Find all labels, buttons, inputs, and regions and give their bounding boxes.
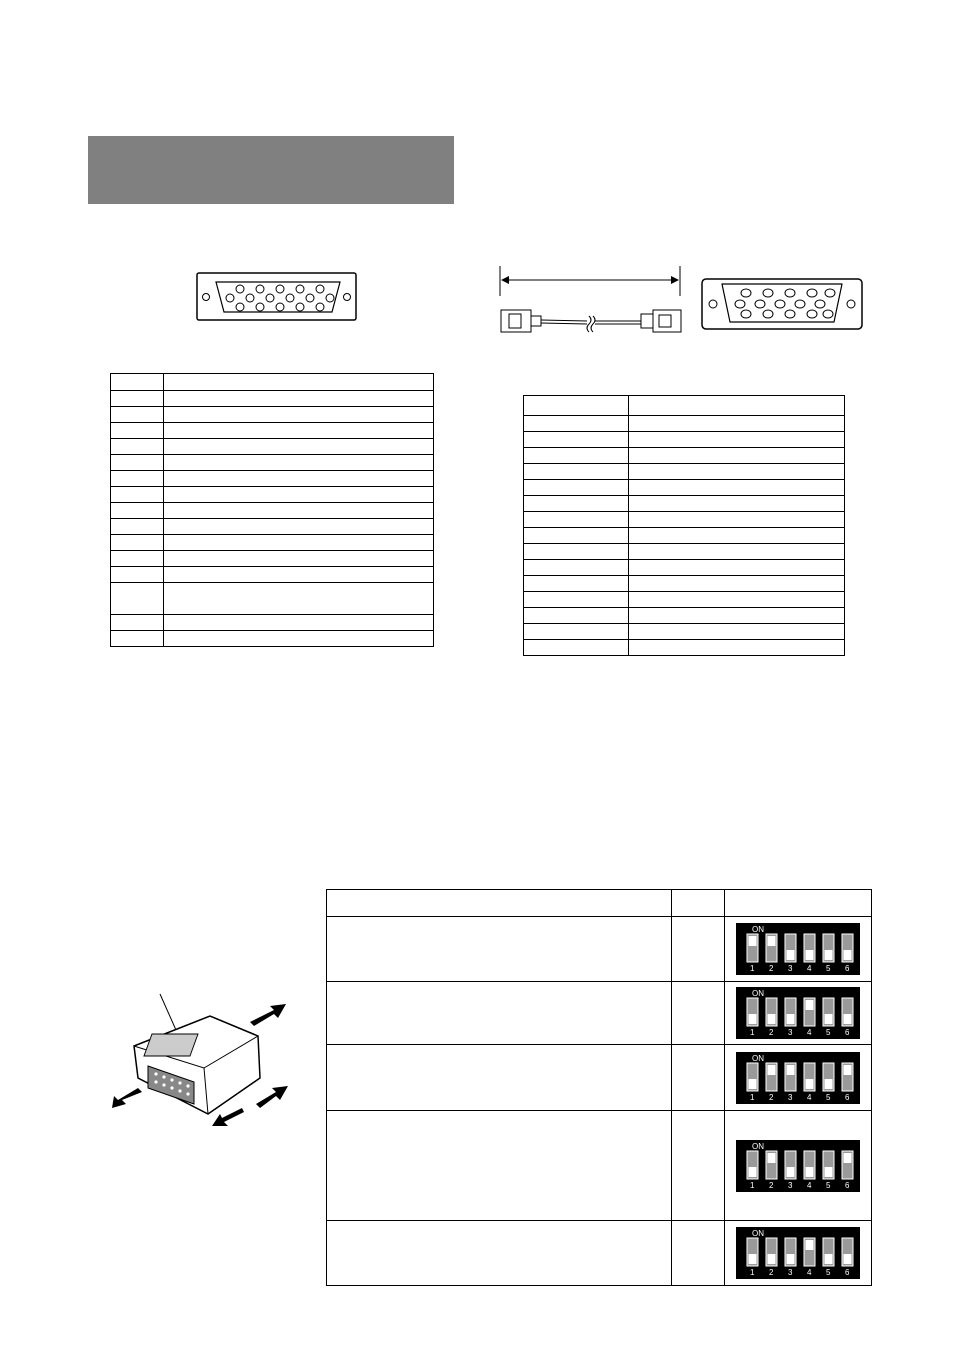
pin-cell — [111, 631, 164, 647]
signal-cell — [164, 631, 434, 647]
dip-switch-lever — [806, 1167, 814, 1177]
signal-cell — [164, 567, 434, 583]
table-row — [524, 528, 845, 544]
pin-cell — [111, 615, 164, 631]
table-row — [524, 464, 845, 480]
table-row — [111, 374, 434, 391]
signal-cell — [629, 496, 845, 512]
table-row — [524, 544, 845, 560]
pin-cell — [111, 439, 164, 455]
table-row — [524, 592, 845, 608]
dip-switch-number: 1 — [750, 964, 755, 973]
table-row — [524, 432, 845, 448]
table-row — [111, 439, 434, 455]
dip-switch-number: 6 — [845, 1028, 850, 1037]
dip-table-row — [327, 917, 872, 982]
dip-on-label: ON — [752, 925, 764, 934]
table-row — [524, 416, 845, 432]
dip-switch-table — [326, 889, 872, 1286]
pin-cell — [111, 407, 164, 423]
dip-switch-lever — [787, 1065, 795, 1075]
dip-switch-lever — [806, 1240, 814, 1250]
dip-switch-number: 4 — [807, 964, 812, 973]
table-row — [111, 551, 434, 567]
pin-cell — [111, 519, 164, 535]
dip-table-header — [327, 890, 872, 917]
signal-cell — [629, 512, 845, 528]
signal-cell — [164, 615, 434, 631]
table-row — [111, 503, 434, 519]
dip-switch-number: 1 — [750, 1028, 755, 1037]
table-row — [111, 407, 434, 423]
dip-table-row — [327, 982, 872, 1045]
dip-switch-number: 4 — [807, 1092, 812, 1102]
table-row — [111, 583, 434, 615]
resolution-cell — [672, 1045, 725, 1111]
resolution-cell — [672, 1111, 725, 1221]
dip-switch-number: 1 — [750, 1092, 755, 1102]
switch-cell — [725, 1111, 872, 1221]
table-row — [524, 448, 845, 464]
dip-switch-number: 4 — [807, 1180, 812, 1190]
mode-cell — [327, 1045, 672, 1111]
dip-table-row — [327, 1221, 872, 1286]
table-row — [111, 615, 434, 631]
dip-switch-lever — [825, 1014, 833, 1024]
dip-switch-lever — [806, 1000, 814, 1010]
pin-cell — [111, 374, 164, 391]
dip-switch-lever — [768, 1014, 776, 1024]
table-row — [111, 423, 434, 439]
pin-cell — [524, 464, 629, 480]
signal-cell — [629, 448, 845, 464]
signal-cell — [629, 640, 845, 656]
dip-switch-number: 5 — [826, 1180, 831, 1190]
switch-cell — [725, 982, 872, 1045]
dip-switch-number: 3 — [788, 964, 793, 973]
monitor-connector-illustration — [700, 276, 864, 332]
dip-switch-number: 5 — [826, 1092, 831, 1102]
signal-cell — [164, 423, 434, 439]
signal-cell — [629, 608, 845, 624]
pin-cell — [111, 535, 164, 551]
table-row — [111, 391, 434, 407]
pin-cell — [111, 551, 164, 567]
signal-cell — [164, 519, 434, 535]
dip-switch-diagram — [736, 923, 860, 975]
signal-cell — [629, 624, 845, 640]
dip-switch-number: 6 — [845, 1092, 850, 1102]
adapter-illustration — [108, 990, 298, 1130]
dip-table-row — [327, 1111, 872, 1221]
table-row — [524, 496, 845, 512]
signal-cell — [164, 487, 434, 503]
dip-switch-number: 1 — [750, 1180, 755, 1190]
pin-assignment-table — [110, 373, 434, 647]
cable-illustration — [495, 264, 690, 344]
pin-cell — [524, 544, 629, 560]
dip-switch-lever — [749, 936, 757, 946]
switch-cell — [725, 917, 872, 982]
table-row — [111, 519, 434, 535]
resolution-cell — [672, 917, 725, 982]
pin-cell — [524, 416, 629, 432]
table-row — [111, 631, 434, 647]
dip-switch-number: 1 — [750, 1268, 755, 1277]
dip-switch-lever — [844, 1254, 852, 1264]
dip-switch-lever — [749, 1167, 757, 1177]
signal-cell — [164, 471, 434, 487]
pin-cell — [111, 583, 164, 615]
pin-cell — [111, 391, 164, 407]
signal-cell — [629, 528, 845, 544]
dip-switch-number: 2 — [769, 1028, 774, 1037]
dip-switch-lever — [749, 1014, 757, 1024]
dip-table-row — [327, 1045, 872, 1111]
table-row — [111, 455, 434, 471]
dip-switch-lever — [844, 950, 852, 960]
pin-cell — [524, 640, 629, 656]
signal-cell — [629, 592, 845, 608]
signal-cell — [164, 551, 434, 567]
dip-switch-number: 2 — [769, 1180, 774, 1190]
dip-on-label: ON — [752, 1229, 764, 1238]
dip-switch-number: 5 — [826, 964, 831, 973]
dip-switch-number: 3 — [788, 1268, 793, 1277]
pin-cell — [524, 576, 629, 592]
signal-cell — [629, 560, 845, 576]
dip-on-label: ON — [752, 1141, 764, 1151]
table-row — [111, 567, 434, 583]
table-row — [524, 512, 845, 528]
hd15-connector-illustration — [196, 270, 358, 324]
dip-switch-number: 2 — [769, 1268, 774, 1277]
signal-cell — [164, 535, 434, 551]
signal-cell — [164, 407, 434, 423]
dip-switch-number: 5 — [826, 1268, 831, 1277]
pin-cell — [111, 487, 164, 503]
pin-cell — [524, 528, 629, 544]
dip-switch-lever — [768, 1065, 776, 1075]
mode-cell — [327, 982, 672, 1045]
dip-switch-lever — [825, 1079, 833, 1089]
signal-table — [523, 395, 845, 656]
table-row — [524, 560, 845, 576]
dip-switch-number: 3 — [788, 1180, 793, 1190]
signal-cell — [164, 374, 434, 391]
switch-cell — [725, 890, 872, 917]
dip-switch-number: 6 — [845, 1268, 850, 1277]
signal-cell — [629, 416, 845, 432]
pin-cell — [111, 423, 164, 439]
dip-switch-number: 3 — [788, 1092, 793, 1102]
dip-switch-lever — [825, 1167, 833, 1177]
dip-switch-lever — [749, 1254, 757, 1264]
signal-cell — [629, 480, 845, 496]
signal-cell — [164, 503, 434, 519]
dip-switch-lever — [825, 950, 833, 960]
pin-cell — [524, 592, 629, 608]
signal-cell — [629, 396, 845, 416]
dip-switch-diagram — [736, 1227, 860, 1279]
signal-cell — [164, 455, 434, 471]
pin-cell — [524, 608, 629, 624]
pin-cell — [524, 560, 629, 576]
dip-switch-number: 3 — [788, 1028, 793, 1037]
signal-cell — [629, 464, 845, 480]
table-row — [524, 624, 845, 640]
mode-cell — [327, 917, 672, 982]
switch-cell — [725, 1045, 872, 1111]
signal-cell — [629, 432, 845, 448]
signal-cell — [164, 439, 434, 455]
dip-switch-number: 5 — [826, 1028, 831, 1037]
dip-switch-lever — [825, 1254, 833, 1264]
dip-switch-lever — [749, 1079, 757, 1089]
dip-switch-diagram — [736, 1140, 860, 1192]
dip-switch-number: 4 — [807, 1028, 812, 1037]
mode-cell — [327, 1111, 672, 1221]
resolution-cell — [672, 1221, 725, 1286]
table-row — [524, 576, 845, 592]
dip-on-label: ON — [752, 1053, 764, 1063]
table-row — [524, 640, 845, 656]
dip-on-label: ON — [752, 989, 764, 998]
table-row — [111, 471, 434, 487]
switch-cell — [725, 1221, 872, 1286]
dip-switch-lever — [787, 1014, 795, 1024]
resolution-cell — [672, 890, 725, 917]
mode-cell — [327, 890, 672, 917]
dip-switch-lever — [768, 1254, 776, 1264]
dip-switch-number: 4 — [807, 1268, 812, 1277]
pin-cell — [111, 567, 164, 583]
table-row — [111, 487, 434, 503]
section-header-bar — [88, 136, 454, 204]
dip-switch-lever — [844, 1065, 852, 1075]
dip-switch-lever — [844, 1014, 852, 1024]
dip-switch-lever — [768, 1153, 776, 1163]
pin-cell — [111, 455, 164, 471]
table-row — [111, 535, 434, 551]
mode-cell — [327, 1221, 672, 1286]
pin-cell — [524, 396, 629, 416]
signal-cell — [164, 583, 434, 615]
pin-cell — [111, 503, 164, 519]
dip-switch-diagram — [736, 987, 860, 1039]
pin-cell — [524, 432, 629, 448]
dip-switch-number: 2 — [769, 1092, 774, 1102]
table-row — [524, 480, 845, 496]
table-row — [524, 608, 845, 624]
dip-switch-number: 6 — [845, 964, 850, 973]
signal-cell — [629, 576, 845, 592]
signal-cell — [629, 544, 845, 560]
pin-cell — [524, 624, 629, 640]
dip-switch-lever — [806, 950, 814, 960]
pin-cell — [524, 480, 629, 496]
dip-switch-lever — [787, 950, 795, 960]
dip-switch-lever — [844, 1153, 852, 1163]
pin-cell — [524, 496, 629, 512]
pin-cell — [111, 471, 164, 487]
dip-switch-lever — [787, 1254, 795, 1264]
dip-switch-lever — [787, 1167, 795, 1177]
pin-cell — [524, 512, 629, 528]
pin-cell — [524, 448, 629, 464]
signal-cell — [164, 391, 434, 407]
dip-switch-number: 2 — [769, 964, 774, 973]
resolution-cell — [672, 982, 725, 1045]
dip-switch-diagram — [736, 1052, 860, 1104]
dip-switch-number: 6 — [845, 1180, 850, 1190]
dip-switch-lever — [806, 1079, 814, 1089]
table-row — [524, 396, 845, 416]
dip-switch-lever — [768, 936, 776, 946]
